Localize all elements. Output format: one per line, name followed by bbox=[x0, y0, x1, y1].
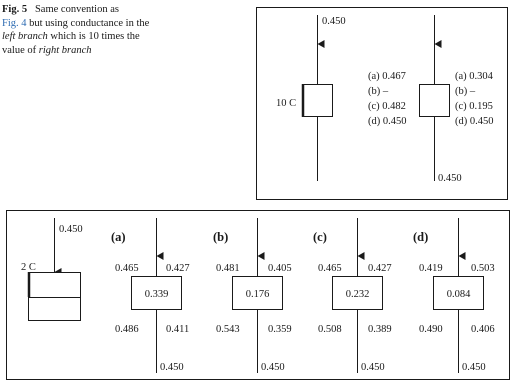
panel-middle-value: 0.176 bbox=[245, 289, 270, 300]
caption-text-1: Same convention as bbox=[34, 4, 119, 15]
panel-bottom-right-value: 0.389 bbox=[368, 324, 392, 335]
caption-text-3: which is 10 times the value of bbox=[2, 31, 140, 56]
panel-label: (b) bbox=[213, 230, 229, 244]
panel-middle-value: 0.339 bbox=[144, 289, 169, 300]
panel-label: (c) bbox=[313, 230, 327, 244]
panel-top-right-value: 0.427 bbox=[166, 263, 190, 274]
top-left-value-c: (c) 0.482 bbox=[368, 101, 406, 112]
panel-bottom-right-value: 0.411 bbox=[166, 324, 190, 335]
panel-outflow-value: 0.450 bbox=[261, 362, 285, 373]
panel-label: (a) bbox=[111, 230, 126, 244]
panel-bottom-left-value: 0.508 bbox=[318, 324, 342, 335]
panel-outflow-value: 0.450 bbox=[160, 362, 184, 373]
top-left-value-a: (a) 0.467 bbox=[368, 71, 406, 82]
top-left-box bbox=[303, 85, 333, 117]
top-diagram bbox=[257, 8, 508, 200]
top-right-value-d: (d) 0.450 bbox=[455, 116, 494, 127]
panel-outflow-value: 0.450 bbox=[462, 362, 486, 373]
panel-top-right-value: 0.427 bbox=[368, 263, 392, 274]
top-right-value-a: (a) 0.304 bbox=[455, 71, 493, 82]
top-left-value-d: (d) 0.450 bbox=[368, 116, 407, 127]
top-inflow-value: 0.450 bbox=[322, 16, 346, 27]
panel-bottom-left-value: 0.543 bbox=[216, 324, 240, 335]
panel-top-left-value: 0.465 bbox=[115, 263, 139, 274]
panel-bottom-right-value: 0.359 bbox=[268, 324, 292, 335]
panel-b bbox=[213, 218, 292, 373]
panel-outflow-value: 0.450 bbox=[361, 362, 385, 373]
top-conductance-label: 10 C bbox=[276, 98, 297, 109]
caption-text-2: but using conductance in the bbox=[26, 17, 150, 29]
panel-c bbox=[313, 218, 392, 373]
top-right-value-b: (b) – bbox=[455, 86, 476, 97]
panel-top-left-value: 0.419 bbox=[419, 263, 443, 274]
panel-bottom-right-value: 0.406 bbox=[471, 324, 495, 335]
panel-top-left-value: 0.465 bbox=[318, 263, 342, 274]
panel-top-right-value: 0.503 bbox=[471, 263, 495, 274]
figure-label: Fig. 5 bbox=[2, 4, 28, 15]
panel-bottom-left-value: 0.490 bbox=[419, 324, 443, 335]
panel-top-left-value: 0.481 bbox=[216, 263, 240, 274]
panel-middle-value: 0.084 bbox=[446, 289, 471, 300]
panel-bottom-left-value: 0.486 bbox=[115, 324, 139, 335]
panel-a bbox=[111, 218, 190, 373]
bottom-inflow-value: 0.450 bbox=[59, 224, 83, 235]
top-left-value-b: (b) – bbox=[368, 86, 389, 97]
bottom-conductance-label: 2 C bbox=[21, 262, 36, 273]
top-right-value-c: (c) 0.195 bbox=[455, 101, 493, 112]
caption-right-branch: right branch bbox=[38, 44, 92, 56]
panel-middle-value: 0.232 bbox=[345, 289, 370, 300]
panel-label: (d) bbox=[413, 230, 429, 244]
bottom-base-box bbox=[29, 273, 81, 321]
caption-left-branch: left branch bbox=[2, 31, 48, 42]
top-outflow-value: 0.450 bbox=[438, 173, 462, 184]
panel-top-right-value: 0.405 bbox=[268, 263, 292, 274]
top-right-box bbox=[420, 85, 450, 117]
figure-reference-link[interactable]: Fig. 4 bbox=[2, 17, 27, 29]
panel-d bbox=[413, 218, 495, 373]
bottom-diagram bbox=[7, 211, 510, 380]
